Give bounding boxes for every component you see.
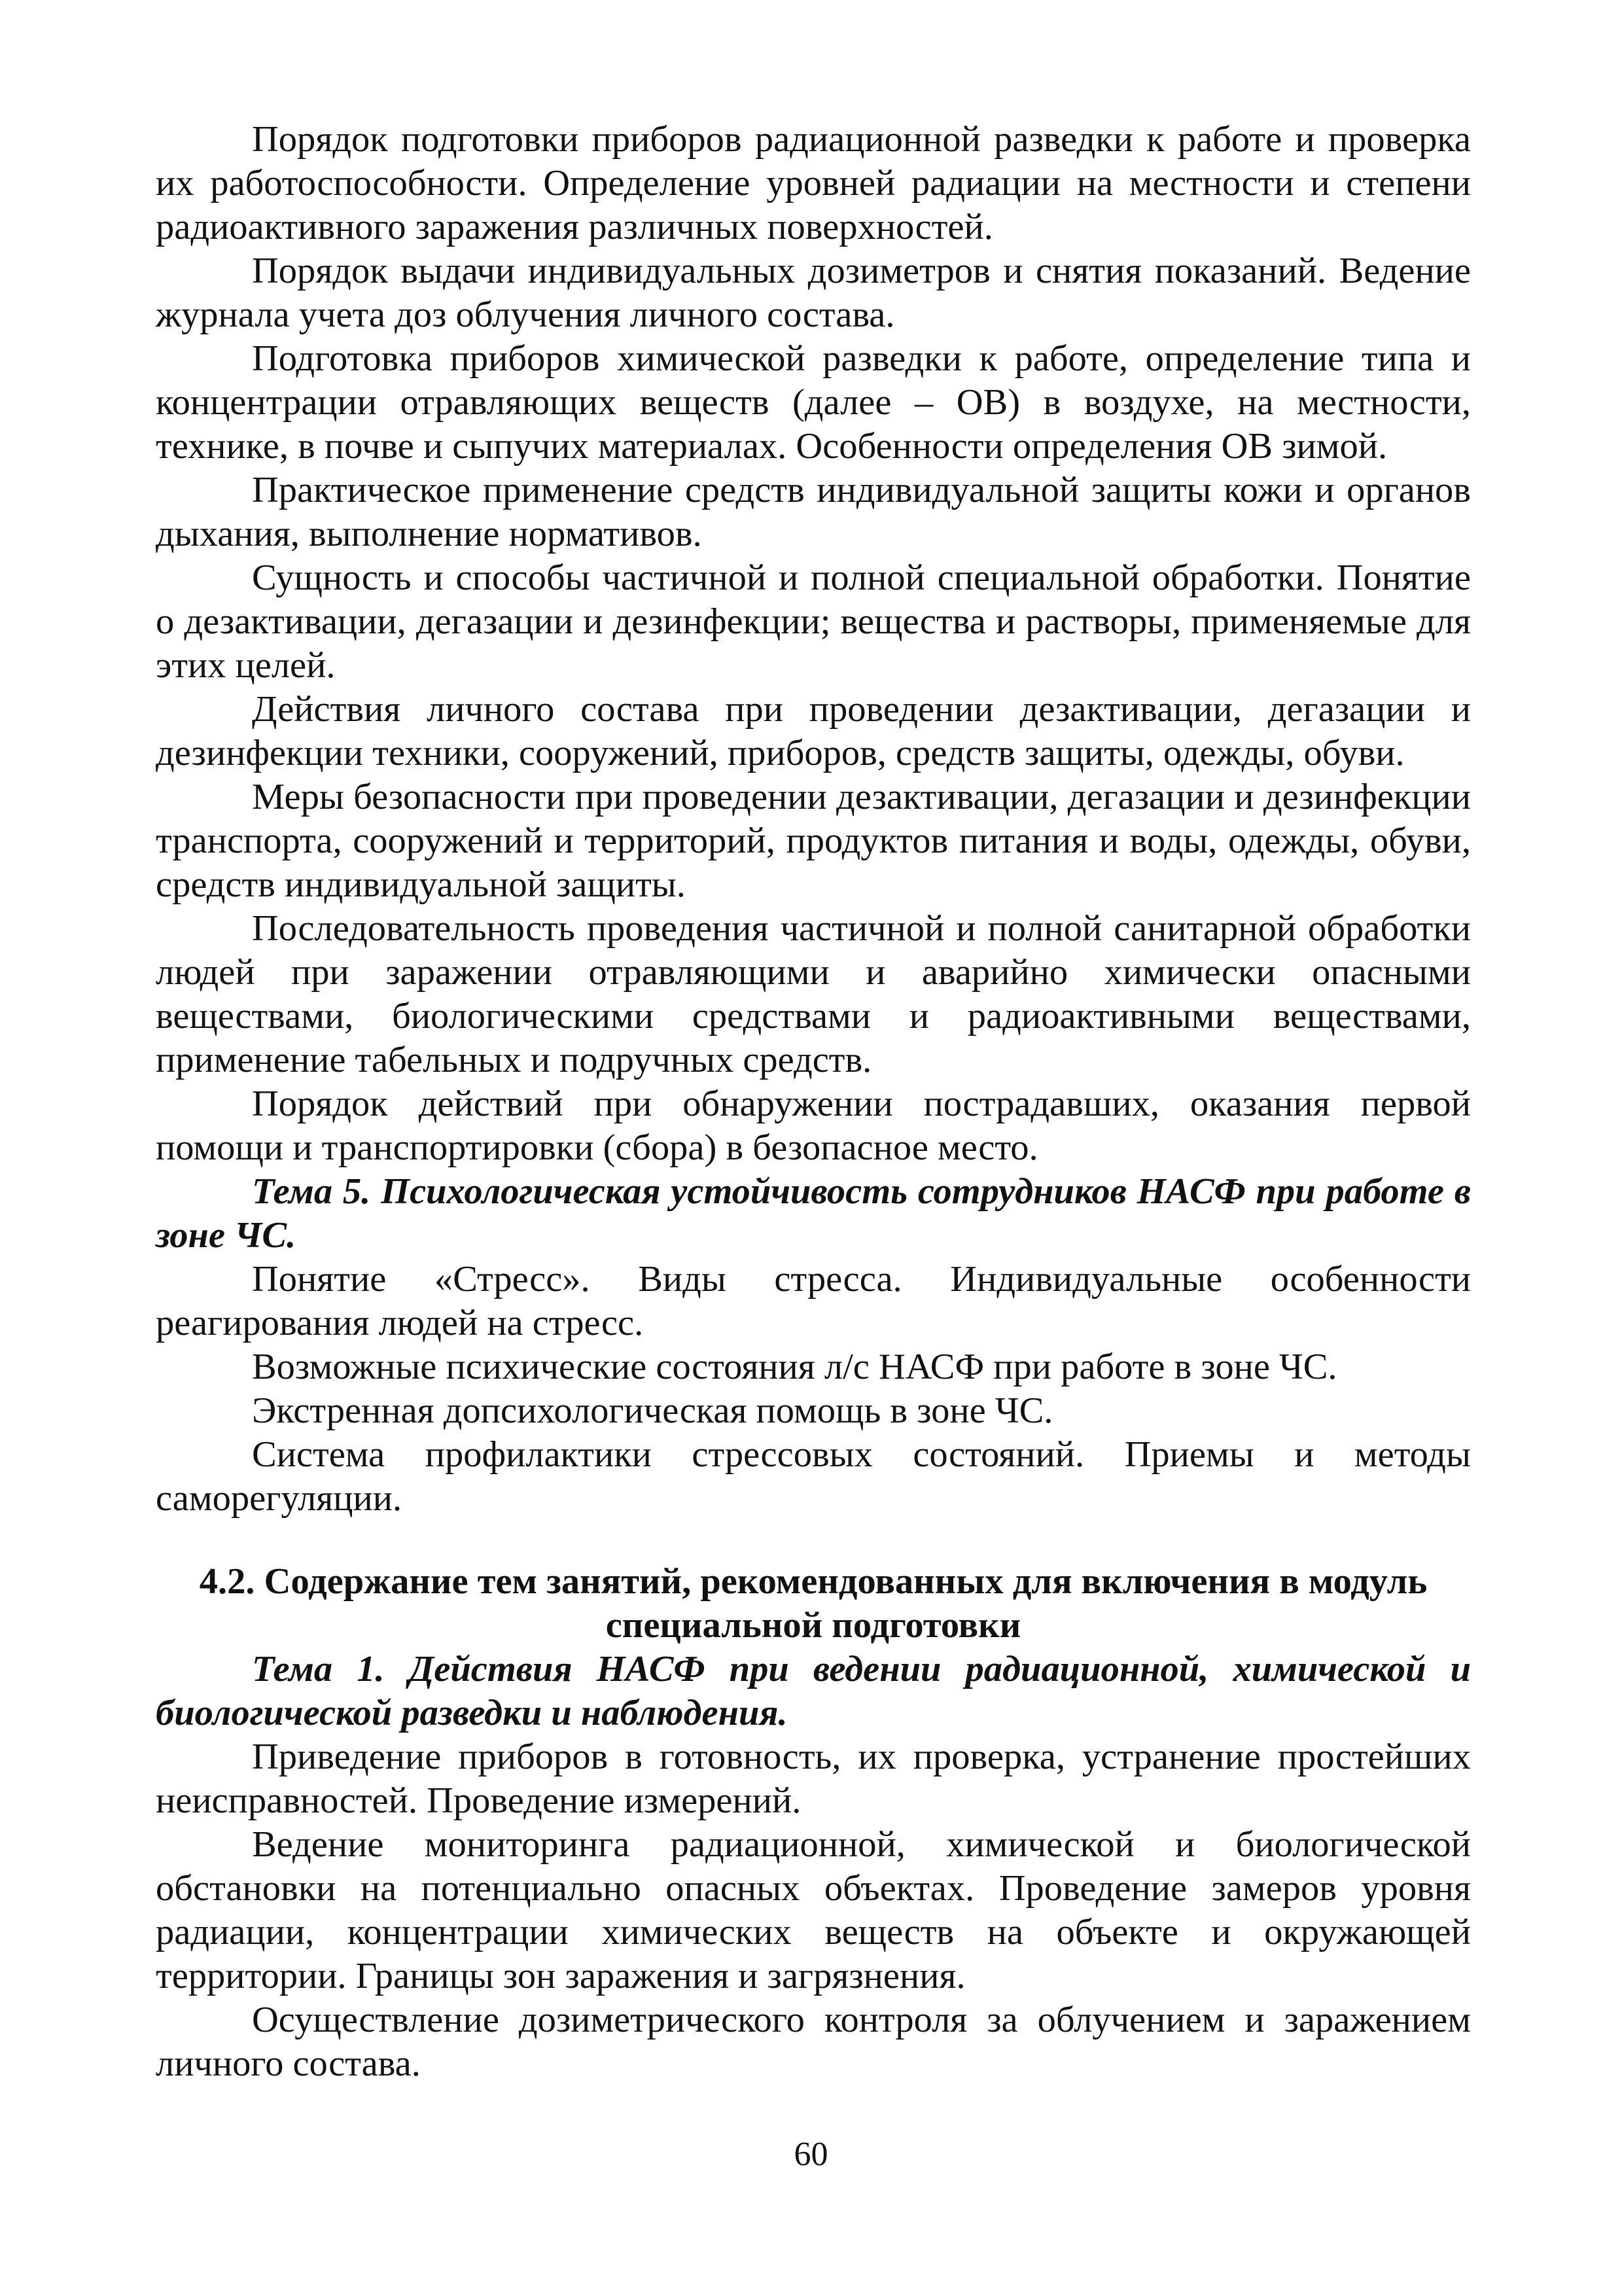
paragraph: Последовательность проведения частичной и полной санитарной обработки людей при заражении отравляющими и аварийно химически опасными веществами, биологическими средствами и радиоактивными веществами, применение табельных и подручных средств.	[156, 908, 1471, 1080]
topic-1-title: Тема 1. Действия НАСФ при ведении радиационной, химической и биологической разведки и наблюдения.	[156, 1649, 1471, 1733]
paragraph: Экстренная допсихологическая помощь в зоне ЧС.	[252, 1390, 1053, 1431]
paragraph: Приведение приборов в готовность, их проверка, устранение простейших неисправностей. Проведение измерений.	[156, 1737, 1471, 1821]
paragraph: Сущность и способы частичной и полной специальной обработки. Понятие о дезактивации, дегазации и дезинфекции; вещества и растворы, применяемые для этих целей.	[156, 557, 1471, 686]
paragraph: Понятие «Стресс». Виды стресса. Индивидуальные особенности реагирования людей на стресс.	[156, 1259, 1471, 1343]
paragraph: Подготовка приборов химической разведки к работе, определение типа и концентрации отравляющих веществ (далее – ОВ) в воздухе, на местности, технике, в почве и сыпучих материалах. Особенности определения ОВ зимой.	[156, 338, 1471, 467]
paragraph: Практическое применение средств индивидуальной защиты кожи и органов дыхания, выполнение нормативов.	[156, 470, 1471, 554]
paragraph: Ведение мониторинга радиационной, химической и биологической обстановки на потенциально опасных объектах. Проведение замеров уровня радиации, концентрации химических веществ на объекте и окружающей территории. Границы зон заражения и загрязнения.	[156, 1824, 1471, 1996]
page-body	[156, 118, 1471, 2086]
section-spacer	[156, 1521, 1471, 1560]
paragraph: Действия личного состава при проведении дезактивации, дегазации и дезинфекции техники, сооружений, приборов, средств защиты, одежды, обуви.	[156, 689, 1471, 773]
paragraph: Осуществление дозиметрического контроля за облучением и заражением личного состава.	[156, 2000, 1471, 2084]
paragraph: Порядок действий при обнаружении пострадавших, оказания первой помощи и транспортировки (сбора) в безопасное место.	[156, 1084, 1471, 1168]
paragraph: Порядок выдачи индивидуальных дозиметров и снятия показаний. Ведение журнала учета доз облучения личного состава.	[156, 251, 1471, 335]
paragraph: Возможные психические состояния л/с НАСФ при работе в зоне ЧС.	[252, 1347, 1337, 1387]
paragraph: Меры безопасности при проведении дезактивации, дегазации и дезинфекции транспорта, сооружений и территорий, продуктов питания и воды, одежды, обуви, средств индивидуальной защиты.	[156, 777, 1471, 905]
section-4-2-heading: 4.2. Содержание тем занятий, рекомендованных для включения в модуль специальной подготовки	[199, 1561, 1428, 1646]
paragraph: Система профилактики стрессовых состояний. Приемы и методы саморегуляции.	[156, 1434, 1471, 1519]
paragraph: Порядок подготовки приборов радиационной разведки к работе и проверка их работоспособности. Определение уровней радиации на местности и степени радиоактивного заражения различных поверхностей.	[156, 119, 1471, 247]
topic-5-title: Тема 5. Психологическая устойчивость сотрудников НАСФ при работе в зоне ЧС.	[156, 1171, 1471, 1256]
page-number: 60	[794, 2136, 828, 2173]
